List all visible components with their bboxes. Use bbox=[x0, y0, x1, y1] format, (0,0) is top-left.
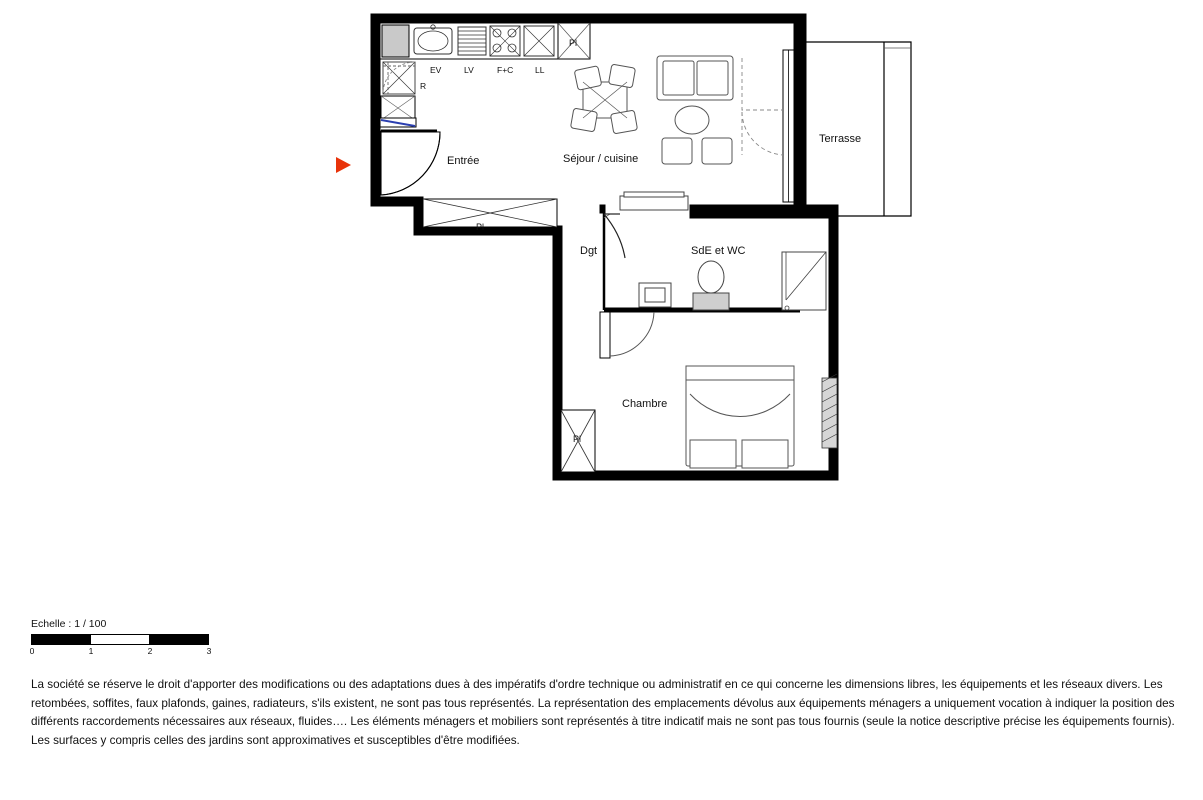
room-label-dgt: Dgt bbox=[580, 245, 598, 257]
appliance-label-lv: LV bbox=[464, 65, 474, 75]
bed bbox=[686, 366, 794, 468]
appliance-label-f-c: F+C bbox=[497, 65, 514, 75]
scale-tick-0: 0 bbox=[29, 646, 35, 656]
sideboard bbox=[620, 192, 688, 210]
legal-disclaimer bbox=[31, 676, 1176, 750]
dgt-curve bbox=[604, 214, 625, 258]
scale-bar bbox=[31, 634, 209, 645]
kitchen-fridge bbox=[383, 62, 415, 94]
appliance-label-r: R bbox=[420, 81, 427, 91]
coffee-table bbox=[675, 106, 709, 134]
appliance-label-ll: LL bbox=[535, 65, 545, 75]
bathroom-fixtures bbox=[639, 252, 826, 310]
scale-segment-1 bbox=[32, 635, 91, 644]
legal-paragraph-2: Les surfaces y compris celles des jardins sont approximatives et susceptibles d'être modifiées. bbox=[31, 733, 520, 747]
placard-entree bbox=[423, 199, 557, 227]
scale-segment-3 bbox=[149, 635, 208, 644]
scale-block bbox=[31, 618, 291, 658]
sejour-glazing bbox=[783, 50, 794, 202]
entry-direction-arrow bbox=[336, 157, 351, 173]
scale-caption: Echelle : 1 / 100 bbox=[31, 618, 107, 630]
terrasse-outline bbox=[806, 42, 911, 216]
closet-label-chambre: Pl bbox=[573, 434, 582, 444]
room-label-sejour-cuisine: Séjour / cuisine bbox=[563, 153, 639, 165]
scale-tick-2: 2 bbox=[147, 646, 153, 656]
room-label-terrasse: Terrasse bbox=[819, 133, 862, 145]
sofa bbox=[657, 56, 733, 100]
room-label-sde-wc: SdE et WC bbox=[691, 245, 746, 257]
appliance-label-ev: EV bbox=[430, 65, 442, 75]
closet-label-cuisine: Pl bbox=[569, 38, 578, 48]
terrasse-door-swing bbox=[742, 58, 783, 155]
chambre-door bbox=[600, 312, 654, 358]
entry-door bbox=[381, 131, 440, 195]
dining-set bbox=[570, 64, 637, 134]
scale-ticks bbox=[29, 646, 212, 658]
scale-segment-2 bbox=[91, 635, 150, 644]
room-label-chambre: Chambre bbox=[622, 398, 668, 410]
kitchen-base-unit bbox=[380, 96, 416, 127]
scale-tick-3: 3 bbox=[206, 646, 212, 656]
scale-tick-1: 1 bbox=[88, 646, 94, 656]
room-label-entree: Entrée bbox=[447, 155, 480, 167]
kitchen-counter bbox=[380, 23, 590, 59]
closet-label-entree: Pl bbox=[476, 222, 485, 232]
armchairs bbox=[662, 138, 732, 164]
legal-paragraph-1: La société se réserve le droit d'apporter des modifications ou des adaptations dues à des impératifs d'ordre technique ou administratif en ce qui concerne les dimensions libres, les équipements et les réseaux divers. Les retombées, soffites, faux plafonds, gaines, radiateurs, s'ils existent, ne sont pas tous représentés. La représentation des emplacements dévolus aux équipements ménagers a uniquement vocation à indiquer la position des différents raccordements nécessaires aux réseaux, fluides…. Les éléments ménagers et mobiliers sont représentés à titre indicatif mais ne sont pas tous fournis (seule la notice descriptive précise les équipements fournis). bbox=[31, 678, 1175, 728]
chambre-window bbox=[822, 374, 837, 448]
